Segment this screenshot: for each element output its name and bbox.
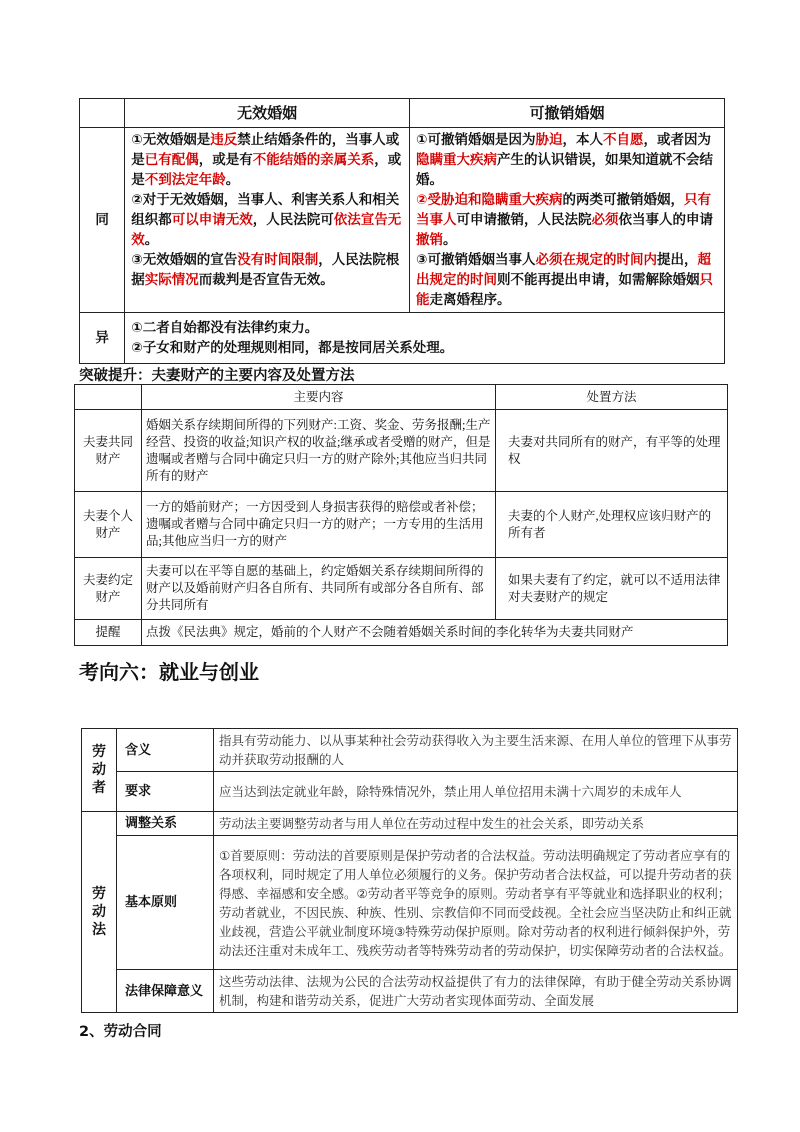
- text-segment: ，或者因为: [643, 132, 711, 148]
- diff-label: 异: [80, 313, 125, 364]
- row-sub-label: 要求: [117, 772, 214, 812]
- highlight-text: 只有当事人: [416, 192, 711, 228]
- header-void-marriage: 无效婚姻: [125, 99, 410, 128]
- highlight-text: 可以申请无效: [171, 212, 253, 228]
- highlight-text: 超出规定的时间: [416, 252, 711, 288]
- highlight-text: 不到法定年龄: [144, 172, 226, 188]
- row-method: 夫妻对共同所有的财产，有平等的处理权: [496, 410, 728, 492]
- header-method: 处置方法: [496, 385, 728, 410]
- text-segment: ②对于无效婚姻，当事人、利害关系人和相关组织都: [131, 192, 400, 228]
- header-content: 主要内容: [142, 385, 496, 410]
- group-label-labor-law: 劳动法: [82, 812, 117, 1013]
- highlight-text: 实际情况: [144, 272, 199, 288]
- row-content: 一方的婚前财产；一方因受到人身损害获得的赔偿或者补偿；遗嘱或者赠与合同中确定只归一方的财产；一方专用的生活用品;其他应当归一方的财产: [142, 492, 496, 558]
- text-segment: 则不能再提出申请，如需解除婚姻: [497, 272, 700, 288]
- row-text: 应当达到法定就业年龄，除特殊情况外，禁止用人单位招用未满十六周岁的未成年人: [214, 772, 738, 812]
- highlight-text: 不自愿: [602, 132, 644, 148]
- section-heading-property: 突破提升：夫妻财产的主要内容及处置方法: [79, 368, 355, 384]
- paragraph: [416, 130, 718, 190]
- highlight-text: 只能: [416, 272, 714, 308]
- text-segment: 可申请撤销，人民法院: [456, 212, 592, 228]
- highlight-text: 违反: [210, 132, 238, 148]
- marriage-comparison-table: [79, 98, 725, 364]
- highlight-text: 胁迫: [535, 132, 563, 148]
- paragraph: [131, 130, 403, 190]
- section-heading-labor-contract: 2、劳动合同: [79, 1024, 162, 1040]
- row-label: 夫妻个人财产: [75, 492, 142, 558]
- highlight-text: 没有时间限制: [237, 252, 319, 268]
- text-segment: 提出，: [656, 252, 698, 268]
- same-void-cell: [125, 128, 410, 313]
- corner-cell: [75, 385, 142, 410]
- text-segment: 的两类可撤销婚姻，: [562, 192, 684, 208]
- text-segment: ①可撤销婚姻是因为: [416, 132, 536, 148]
- row-method: 如果夫妻有了约定，就可以不适用法律对夫妻财产的规定: [496, 558, 728, 620]
- row-label: 夫妻共同财产: [75, 410, 142, 492]
- marital-property-table: [74, 384, 728, 646]
- row-sub-label: 调整关系: [117, 812, 214, 836]
- diff-cell: [125, 313, 725, 364]
- text-segment: ，或是有: [198, 152, 253, 168]
- text-segment: 。: [225, 172, 240, 188]
- diff-line: ①二者自始都没有法律约束力。: [131, 320, 319, 336]
- row-sub-label: 含义: [117, 729, 214, 772]
- row-text: ①首要原则：劳动法的首要原则是保护劳动者的合法权益。劳动法明确规定了劳动者应享有的各项权利，同时规定了用人单位必须履行的义务。保护劳动者合法权益，可以提升劳动者的获得感、幸福感和安全感。②劳动者平等竞争的原则。劳动者享有平等就业和选择职业的权利；劳动者就业，不因民族、种族、性别、宗教信仰不同而受歧视。全社会应当坚决防止和纠正就业歧视，营造公平就业制度环境③特殊劳动保护原则。除对劳动者的权利进行倾斜保护外，劳动法还注重对未成年工、残疾劳动者等特殊劳动者的劳动保护，切实保障劳动者的合法权益。: [214, 836, 738, 970]
- text-segment: 禁止结婚条件的，当事人或是: [131, 132, 400, 168]
- text-segment: ，或是: [131, 152, 402, 188]
- same-voidable-cell: [410, 128, 725, 313]
- row-label: 夫妻约定财产: [75, 558, 142, 620]
- text-segment: 。: [144, 232, 159, 248]
- text-segment: ，人民法院根据: [131, 252, 400, 288]
- diff-line: ②子女和财产的处理规则相同，都是按同居关系处理。: [131, 340, 454, 356]
- highlight-text: 隐瞒重大疾病: [416, 152, 498, 168]
- row-method: 夫妻的个人财产,处理权应该归财产的所有者: [496, 492, 728, 558]
- section-heading-employment: 考向六：就业与创业: [79, 660, 259, 684]
- text-segment: ③无效婚姻的宣告: [131, 252, 238, 268]
- same-label: 同: [80, 128, 125, 313]
- highlight-text: 已有配偶: [144, 152, 199, 168]
- paragraph: [416, 190, 718, 250]
- group-label-worker: 劳动者: [82, 729, 117, 812]
- highlight-text: 必须: [591, 212, 619, 228]
- reminder-label: 提醒: [75, 620, 142, 646]
- paragraph: [416, 250, 718, 310]
- paragraph: [131, 250, 403, 290]
- corner-cell: [80, 99, 125, 128]
- text-segment: 而裁判是否宣告无效。: [198, 272, 334, 288]
- text-segment: 走离婚程序。: [429, 292, 511, 308]
- text-segment: ①无效婚姻是: [131, 132, 211, 148]
- paragraph: [131, 190, 403, 250]
- row-text: 劳动法主要调整劳动者与用人单位在劳动过程中发生的社会关系，即劳动关系: [214, 812, 738, 836]
- text-segment: ③可撤销婚姻当事人: [416, 252, 536, 268]
- header-voidable-marriage: 可撤销婚姻: [410, 99, 725, 128]
- highlight-text: 依法宣告无效: [131, 212, 402, 248]
- labor-law-table: [81, 728, 738, 1013]
- text-segment: ，人民法院可: [252, 212, 334, 228]
- row-content: 婚姻关系存续期间所得的下列财产:工资、奖金、劳务报酬;生产经营、投资的收益;知识产权的收益;继承或者受赠的财产，但是遗嘱或者赠与合同中确定只归一方的财产除外;其他应当归共同所有的财产: [142, 410, 496, 492]
- highlight-text: ②受胁迫和隐瞒重大疾病: [416, 192, 563, 208]
- reminder-text: 点拨《民法典》规定，婚前的个人财产不会随着婚姻关系时间的李化转华为夫妻共同财产: [142, 620, 728, 646]
- text-segment: ，本人: [562, 132, 603, 148]
- row-text: 这些劳动法律、法规为公民的合法劳动权益提供了有力的法律保障，有助于健全劳动关系协调机制，构建和谐劳动关系，促进广大劳动者实现体面劳动、全面发展: [214, 970, 738, 1013]
- highlight-text: 不能结婚的亲属关系: [252, 152, 375, 168]
- row-sub-label: 基本原则: [117, 836, 214, 970]
- row-sub-label: 法律保障意义: [117, 970, 214, 1013]
- text-segment: 产生的认识错误，如果知道就不会结婚。: [416, 152, 714, 188]
- text-segment: 依当事人的申请: [618, 212, 714, 228]
- highlight-text: 必须在规定的时间内: [535, 252, 657, 268]
- text-segment: 。: [443, 232, 457, 248]
- highlight-text: 撤销: [416, 232, 444, 248]
- row-content: 夫妻可以在平等自愿的基础上，约定婚姻关系存续期间所得的财产以及婚前财产归各自所有、共同所有或部分各自所有、部分共同所有: [142, 558, 496, 620]
- row-text: 指具有劳动能力、以从事某种社会劳动获得收入为主要生活来源、在用人单位的管理下从事劳动并获取劳动报酬的人: [214, 729, 738, 772]
